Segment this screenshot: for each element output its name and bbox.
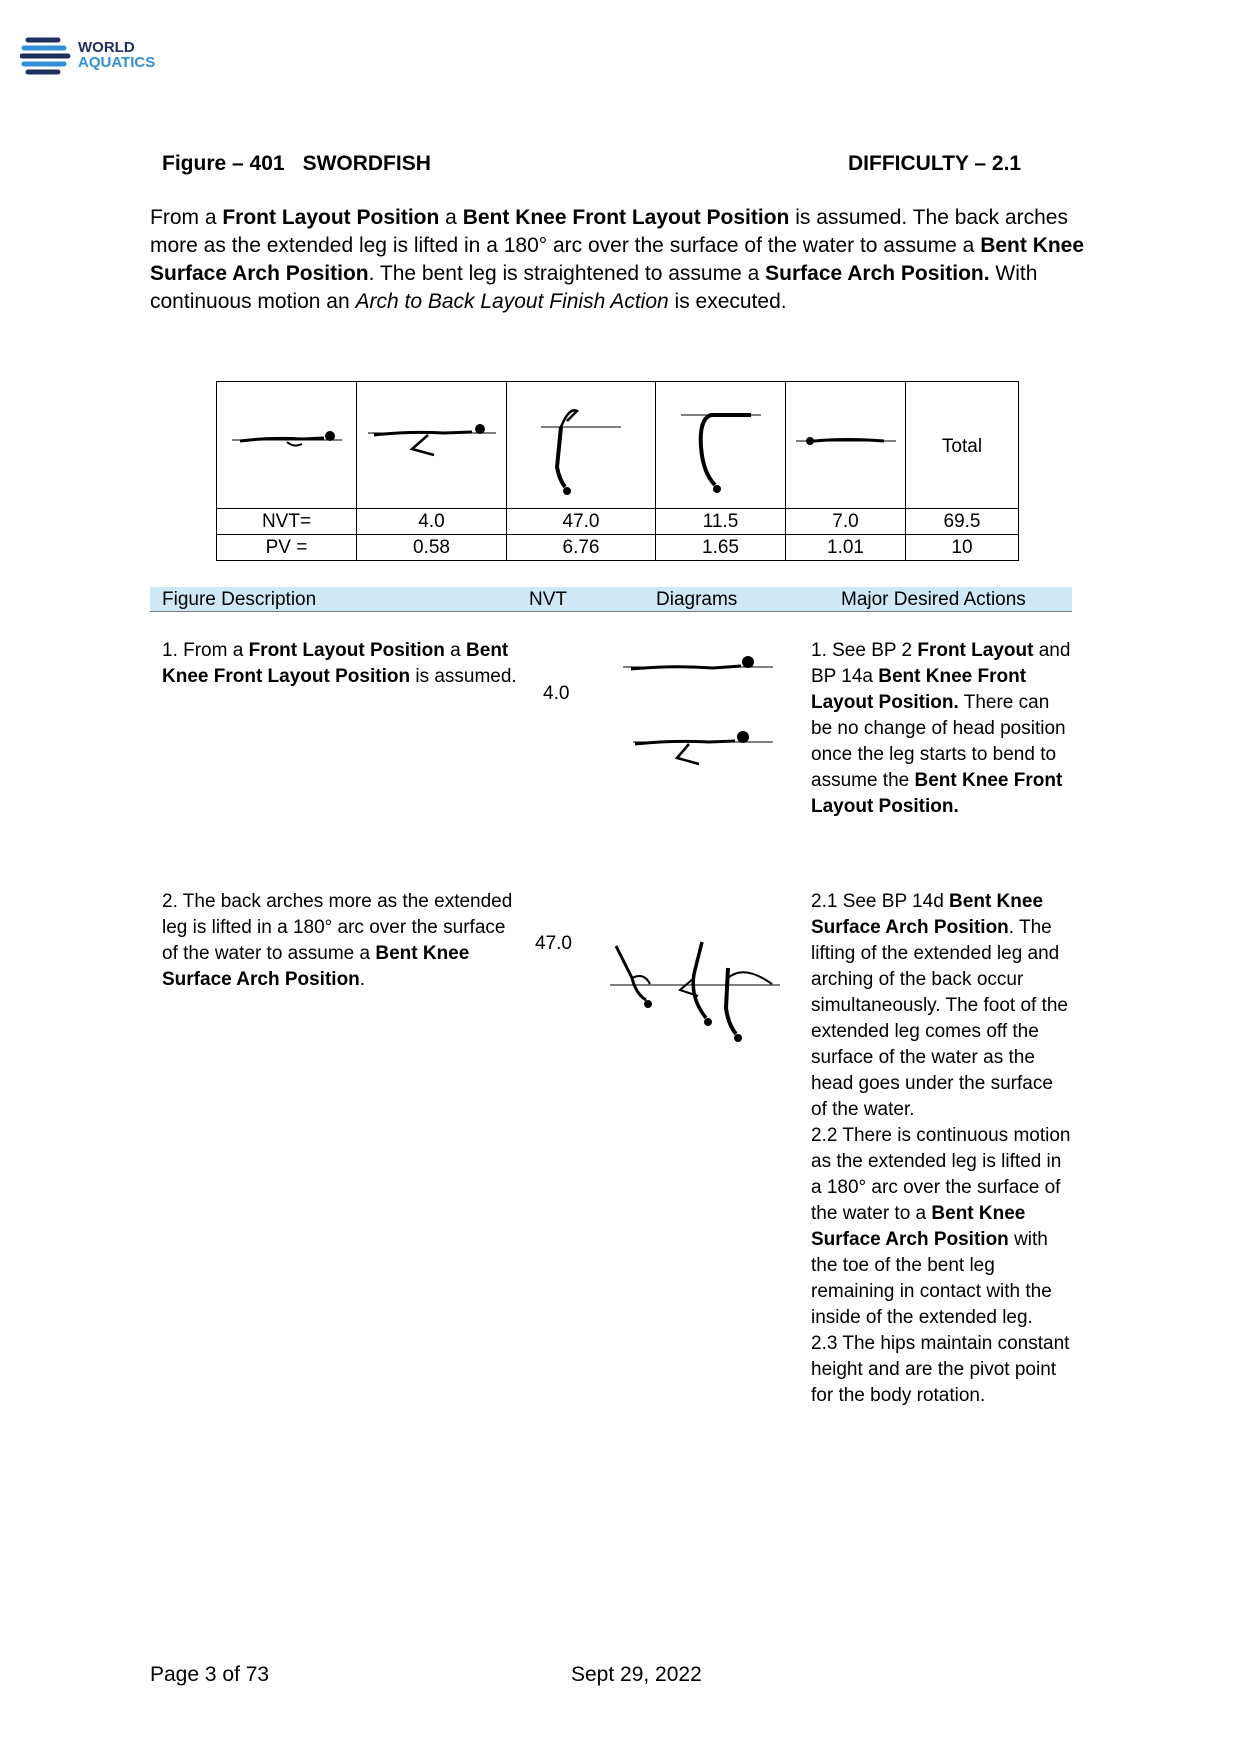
step-1-nvt: 4.0: [543, 683, 570, 704]
logo-mark-icon: [20, 34, 72, 78]
step-1-description: 1. From a Front Layout Position a Bent Knee Front Layout Position is assumed.: [162, 640, 517, 687]
action-2-2: 2.2 There is continuous motion as the extended leg is lifted in a 180° arc over the surface of the water to a Bent Knee Surface Arch Position with the toe of the bent leg remaining in contact with the inside of the extended leg.: [811, 1125, 1071, 1328]
description-table-header: [150, 587, 1072, 612]
position-diagram-3: [507, 382, 656, 509]
logo-wordmark: WORLD AQUATICS: [78, 39, 156, 71]
position-diagram-4: [656, 382, 786, 509]
figure-title: [162, 152, 431, 176]
figure-intro-paragraph: From a Front Layout Position a Bent Knee Front Layout Position is assumed. The back arches more as the extended leg is lifted in a 180° arc over the surface of the water to assume a Bent Knee Surface Arch Position. The bent leg is straightened to assume a Surface Arch Position. With continuous motion an Arch to Back Layout Finish Action is executed.: [150, 206, 1085, 313]
figure-number: Figure – 401: [162, 152, 285, 175]
step-2-nvt: 47.0: [535, 933, 572, 954]
header-diagrams: Diagrams: [656, 589, 738, 610]
world-aquatics-logo: [20, 34, 200, 78]
footer-date: Sept 29, 2022: [571, 1663, 702, 1686]
step-2-actions: [811, 889, 1073, 1409]
position-diagram-1: [217, 382, 357, 509]
position-diagram-5: [786, 382, 906, 509]
nvt-pv-table: [216, 381, 1019, 561]
step-2-diagram: [610, 938, 780, 1048]
header-figure-description: Figure Description: [162, 589, 317, 610]
step-2-description: 2. The back arches more as the extended leg is lifted in a 180° arc over the surface of the water to assume a Bent Knee Surface Arch Position.: [162, 891, 513, 990]
nvt-row: NVT= 4.0 47.0 11.5 7.0 69.5: [217, 509, 1019, 535]
step-1-diagram: [623, 652, 773, 782]
action-2-1: 2.1 See BP 14d Bent Knee Surface Arch Position. The lifting of the extended leg and arching of the back occur simultaneously. The foot of the extended leg comes off the surface of the water as the head goes under the surface of the water.: [811, 891, 1069, 1120]
page-number: Page 3 of 73: [150, 1663, 270, 1686]
difficulty-label: DIFFICULTY – 2.1: [848, 152, 1022, 175]
header-major-desired-actions: Major Desired Actions: [841, 589, 1026, 610]
pv-row: PV = 0.58 6.76 1.65 1.01 10: [217, 535, 1019, 561]
header-nvt: NVT: [529, 589, 567, 610]
total-header: Total: [906, 382, 1019, 509]
position-diagram-2: [357, 382, 507, 509]
figure-name: SWORDFISH: [302, 152, 431, 175]
action-2-3: 2.3 The hips maintain constant height and are the pivot point for the body rotation.: [811, 1333, 1070, 1406]
step-1-actions: 1. See BP 2 Front Layout and BP 14a Bent Knee Front Layout Position. There can be no change of head position once the leg starts to bend to assume the Bent Knee Front Layout Position.: [811, 640, 1071, 817]
